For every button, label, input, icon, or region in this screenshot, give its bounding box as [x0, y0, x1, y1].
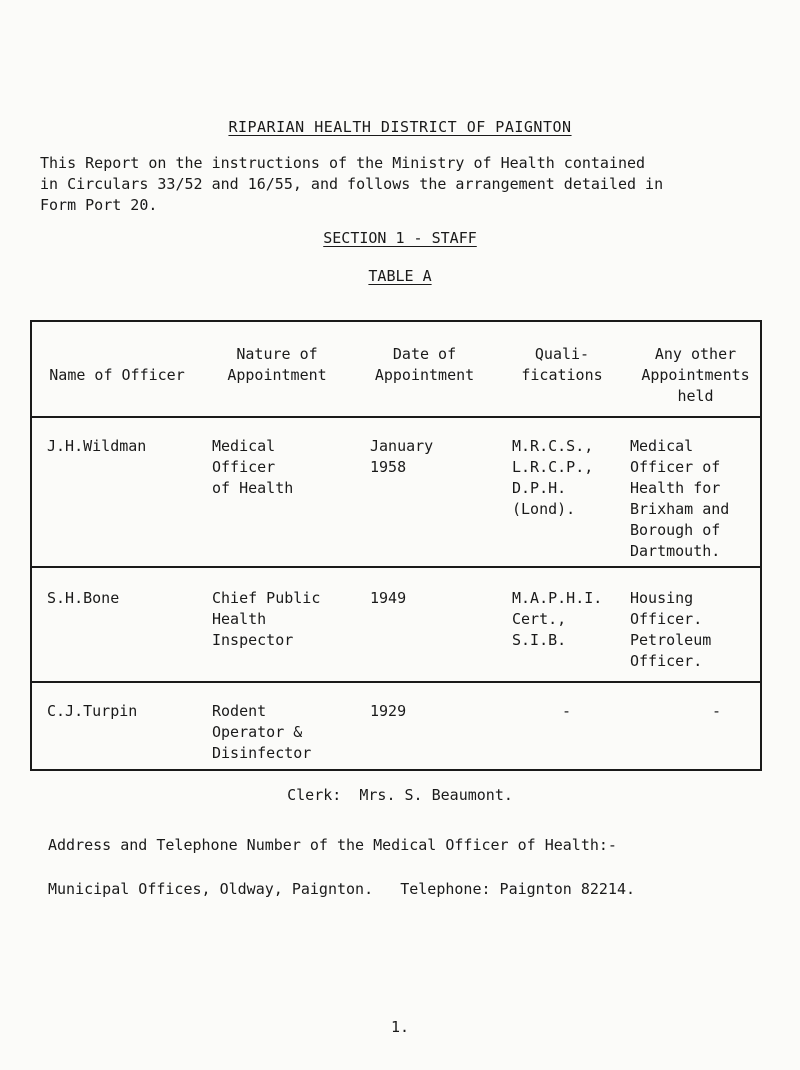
document-title: RIPARIAN HEALTH DISTRICT OF PAIGNTON [228, 118, 572, 136]
header-other-appointments: Any other Appointments held [641, 345, 750, 405]
officer-name: C.J.Turpin [47, 702, 138, 720]
header-qualifications: Quali- fications [521, 345, 603, 384]
header-date-of-appointment: Date of Appointment [374, 345, 475, 384]
officer-name: J.H.Wildman [47, 437, 147, 455]
qualifications: M.R.C.S., L.R.C.P., D.P.H. (Lond). [512, 437, 594, 518]
row-divider [32, 566, 760, 568]
officer-name: S.H.Bone [47, 589, 120, 607]
address-intro: Address and Telephone Number of the Medical Officer of Health:- [48, 836, 617, 854]
clerk-line: Clerk: Mrs. S. Beaumont. [287, 786, 513, 804]
appointment-nature: Chief Public Health Inspector [212, 589, 321, 649]
qualifications: - [562, 702, 572, 720]
row-divider [32, 681, 760, 683]
appointment-nature: Medical Officer of Health [212, 437, 294, 497]
header-nature-of-appointment: Nature of Appointment [227, 345, 327, 384]
other-appointments: Medical Officer of Health for Brixham and Borough of Dartmouth. [630, 437, 730, 560]
intro-paragraph: This Report on the instructions of the Ministry of Health contained in Circulars 33/52 and 16/55, and follows the arrangement detailed in Form Port 20. [40, 154, 664, 214]
page-number: 1. [390, 1018, 410, 1036]
other-appointments: - [712, 702, 722, 720]
appointment-date: January 1958 [370, 437, 434, 476]
header-divider [32, 416, 760, 418]
staff-table [30, 320, 762, 771]
table-title: TABLE A [368, 267, 432, 285]
section-heading: SECTION 1 - STAFF [323, 229, 477, 247]
other-appointments: Housing Officer. Petroleum Officer. [630, 589, 712, 670]
appointment-date: 1949 [370, 589, 407, 607]
qualifications: M.A.P.H.I. Cert., S.I.B. [512, 589, 603, 649]
address-line: Municipal Offices, Oldway, Paignton. Telephone: Paignton 82214. [48, 880, 635, 898]
header-name-of-officer: Name of Officer [49, 366, 185, 384]
appointment-nature: Rodent Operator & Disinfector [212, 702, 312, 762]
appointment-date: 1929 [370, 702, 407, 720]
